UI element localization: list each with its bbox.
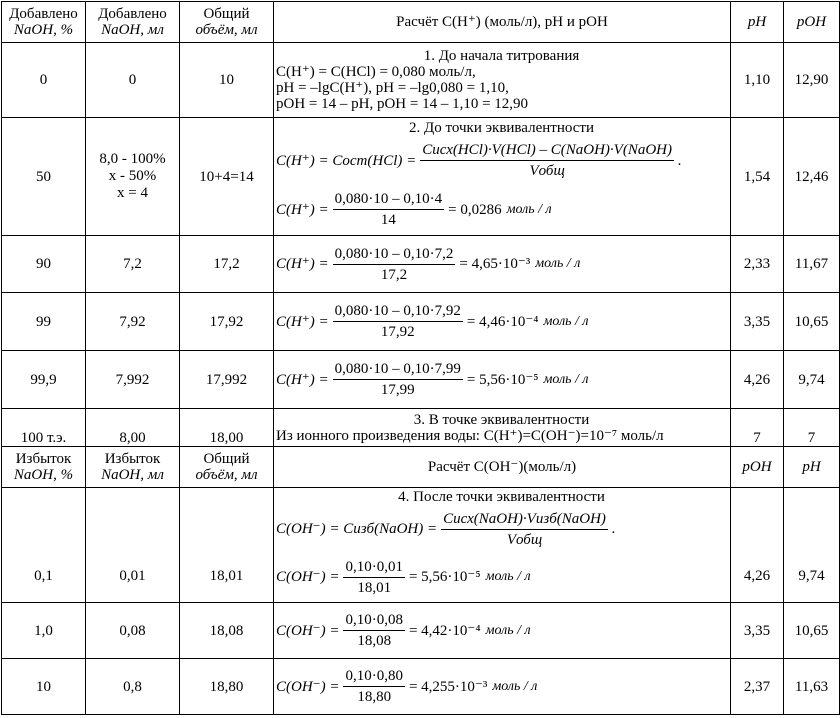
col-calc-title: Расчёт C(OH⁻)(моль/л) (274, 447, 731, 488)
cell-vol: 17,2 (180, 236, 274, 293)
cell-calc (274, 43, 731, 118)
section-title: 4. После точки эквивалентности (398, 489, 605, 505)
cell-ph: 3,35 (731, 293, 784, 351)
cell-calc (274, 409, 731, 447)
col-poh: pOH (731, 447, 784, 488)
cell-pct: 99,9 (2, 351, 86, 409)
table-row (2, 659, 840, 715)
table-row (2, 293, 840, 351)
calc-line: C(H⁺) = C(HCl) = 0,080 моль/л, (276, 64, 476, 80)
cell-ph: 9,74 (784, 488, 840, 603)
cell-ph: 10,65 (784, 603, 840, 659)
col-calc-title: Расчёт C(H⁺) (моль/л), pH и pOH (274, 2, 731, 43)
table-row (2, 603, 840, 659)
cell-poh: 10,65 (784, 293, 840, 351)
cell-calc (274, 603, 731, 659)
formula: C(H⁺) = $\frac{0,080\cdot 10 - 0,10\cdot 4}{14}$ = 0,0286 моль / л (276, 191, 552, 228)
calc-line: pOH = 14 – pH, pOH = 14 – 1,10 = 12,90 (276, 96, 529, 112)
table-row (2, 236, 840, 293)
cell-poh: 7 (784, 409, 840, 447)
cell-ph: 4,26 (731, 351, 784, 409)
cell-ph: 1,10 (731, 43, 784, 118)
cell-vol: 18,08 (180, 603, 274, 659)
header-row-1 (2, 2, 840, 43)
cell-pct: 100 т.э. (2, 409, 86, 447)
cell-ml: 7,92 (86, 293, 180, 351)
formula: C(H⁺) = $\frac{0,080\cdot 10 - 0,10\cdot 7,99}{17,99}$ = 5,56·10⁻⁵ моль / л (276, 361, 589, 398)
col-ph: pH (731, 2, 784, 43)
cell-pct: 1,0 (2, 603, 86, 659)
table-row (2, 351, 840, 409)
section-title: 3. В точке эквивалентности (413, 411, 590, 428)
table-row (2, 488, 840, 603)
cell-vol: 17,92 (180, 293, 274, 351)
cell-vol: 18,01 (180, 488, 274, 603)
cell-calc (274, 351, 731, 409)
cell-poh: 12,90 (784, 43, 840, 118)
formula: C(OH⁻) = $\frac{0,10\cdot 0,08}{18,08}$ = 4,42·10⁻⁴ моль / л (276, 612, 531, 649)
formula: C(H⁺) = $\frac{0,080\cdot 10 - 0,10\cdot 7,92}{17,92}$ = 4,46·10⁻⁴ моль / л (276, 303, 589, 340)
col-added-ml: Добавлено NaOH, мл (86, 2, 180, 43)
cell-ph: 1,54 (731, 118, 784, 236)
cell-ml: 0,8 (86, 659, 180, 715)
cell-pct: 50 (2, 118, 86, 236)
cell-calc (274, 236, 731, 293)
col-excess-pct: Избыток NaOH, % (2, 447, 86, 488)
cell-vol: 17,992 (180, 351, 274, 409)
calc-line: pH = –lgC(H⁺), pH = –lg0,080 = 1,10, (276, 80, 509, 96)
cell-ph: 2,33 (731, 236, 784, 293)
cell-ml: 8,00 (86, 409, 180, 447)
cell-ph: 11,63 (784, 659, 840, 715)
table-row (2, 118, 840, 236)
cell-ml: 7,992 (86, 351, 180, 409)
cell-calc (274, 118, 731, 236)
cell-calc (274, 488, 731, 603)
formula: C(OH⁻) = $\frac{0,10\cdot 0,80}{18,80}$ = 4,255·10⁻³ моль / л (276, 668, 538, 705)
cell-vol: 10 (180, 43, 274, 118)
formula: C(H⁺) = $\frac{0,080\cdot 10 - 0,10\cdot 7,2}{17,2}$ = 4,65·10⁻³ моль / л (276, 245, 581, 283)
cell-vol: 18,80 (180, 659, 274, 715)
col-added-pct: Добавлено NaOH, % (2, 2, 86, 43)
cell-ph: 7 (731, 409, 784, 447)
cell-vol: 10+4=14 (180, 118, 274, 236)
calc-line: Из ионного произведения воды: C(H⁺)=C(OH⁻)=10⁻⁷ моль/л (276, 427, 664, 444)
general-formula: C(OH⁻) = Cизб(NaOH) = Cисх(NaOH)·Vизб(NaOH) Vобщ . (276, 510, 616, 548)
cell-poh: 3,35 (731, 603, 784, 659)
cell-ml: 7,2 (86, 236, 180, 293)
cell-ml: 0 (86, 43, 180, 118)
cell-ml: 8,0 - 100% x - 50% x = 4 (86, 118, 180, 236)
cell-poh: 11,67 (784, 236, 840, 293)
cell-poh: 4,26 (731, 488, 784, 603)
cell-poh: 2,37 (731, 659, 784, 715)
col-excess-ml: Избыток NaOH, мл (86, 447, 180, 488)
general-formula: C(H⁺) = Cост(HCl) = Cисх(HCl)·V(HCl) – C(NaOH)·V(NaOH) Vобщ . (276, 142, 682, 179)
formula: C(OH⁻) = $\frac{0,10\cdot 0,01}{18,01}$ = 5,56·10⁻⁵ моль / л (276, 558, 531, 596)
cell-ml: 0,08 (86, 603, 180, 659)
cell-pct: 10 (2, 659, 86, 715)
col-total-volume: Общий объём, мл (180, 2, 274, 43)
cell-poh: 12,46 (784, 118, 840, 236)
cell-poh: 9,74 (784, 351, 840, 409)
col-ph: pH (784, 447, 840, 488)
section-title: 2. До точки эквивалентности (409, 119, 594, 136)
col-poh: pOH (784, 2, 840, 43)
header-row-2 (2, 447, 840, 488)
titration-table (1, 1, 840, 715)
cell-vol: 18,00 (180, 409, 274, 447)
row-section-3 (2, 409, 840, 447)
section-title: 1. До начала титрования (423, 48, 580, 64)
cell-ml: 0,01 (86, 488, 180, 603)
cell-pct: 99 (2, 293, 86, 351)
cell-pct: 0,1 (2, 488, 86, 603)
cell-calc (274, 659, 731, 715)
col-total-volume: Общий объём, мл (180, 447, 274, 488)
cell-calc (274, 293, 731, 351)
cell-pct: 0 (2, 43, 86, 118)
cell-pct: 90 (2, 236, 86, 293)
row-section-1 (2, 43, 840, 118)
